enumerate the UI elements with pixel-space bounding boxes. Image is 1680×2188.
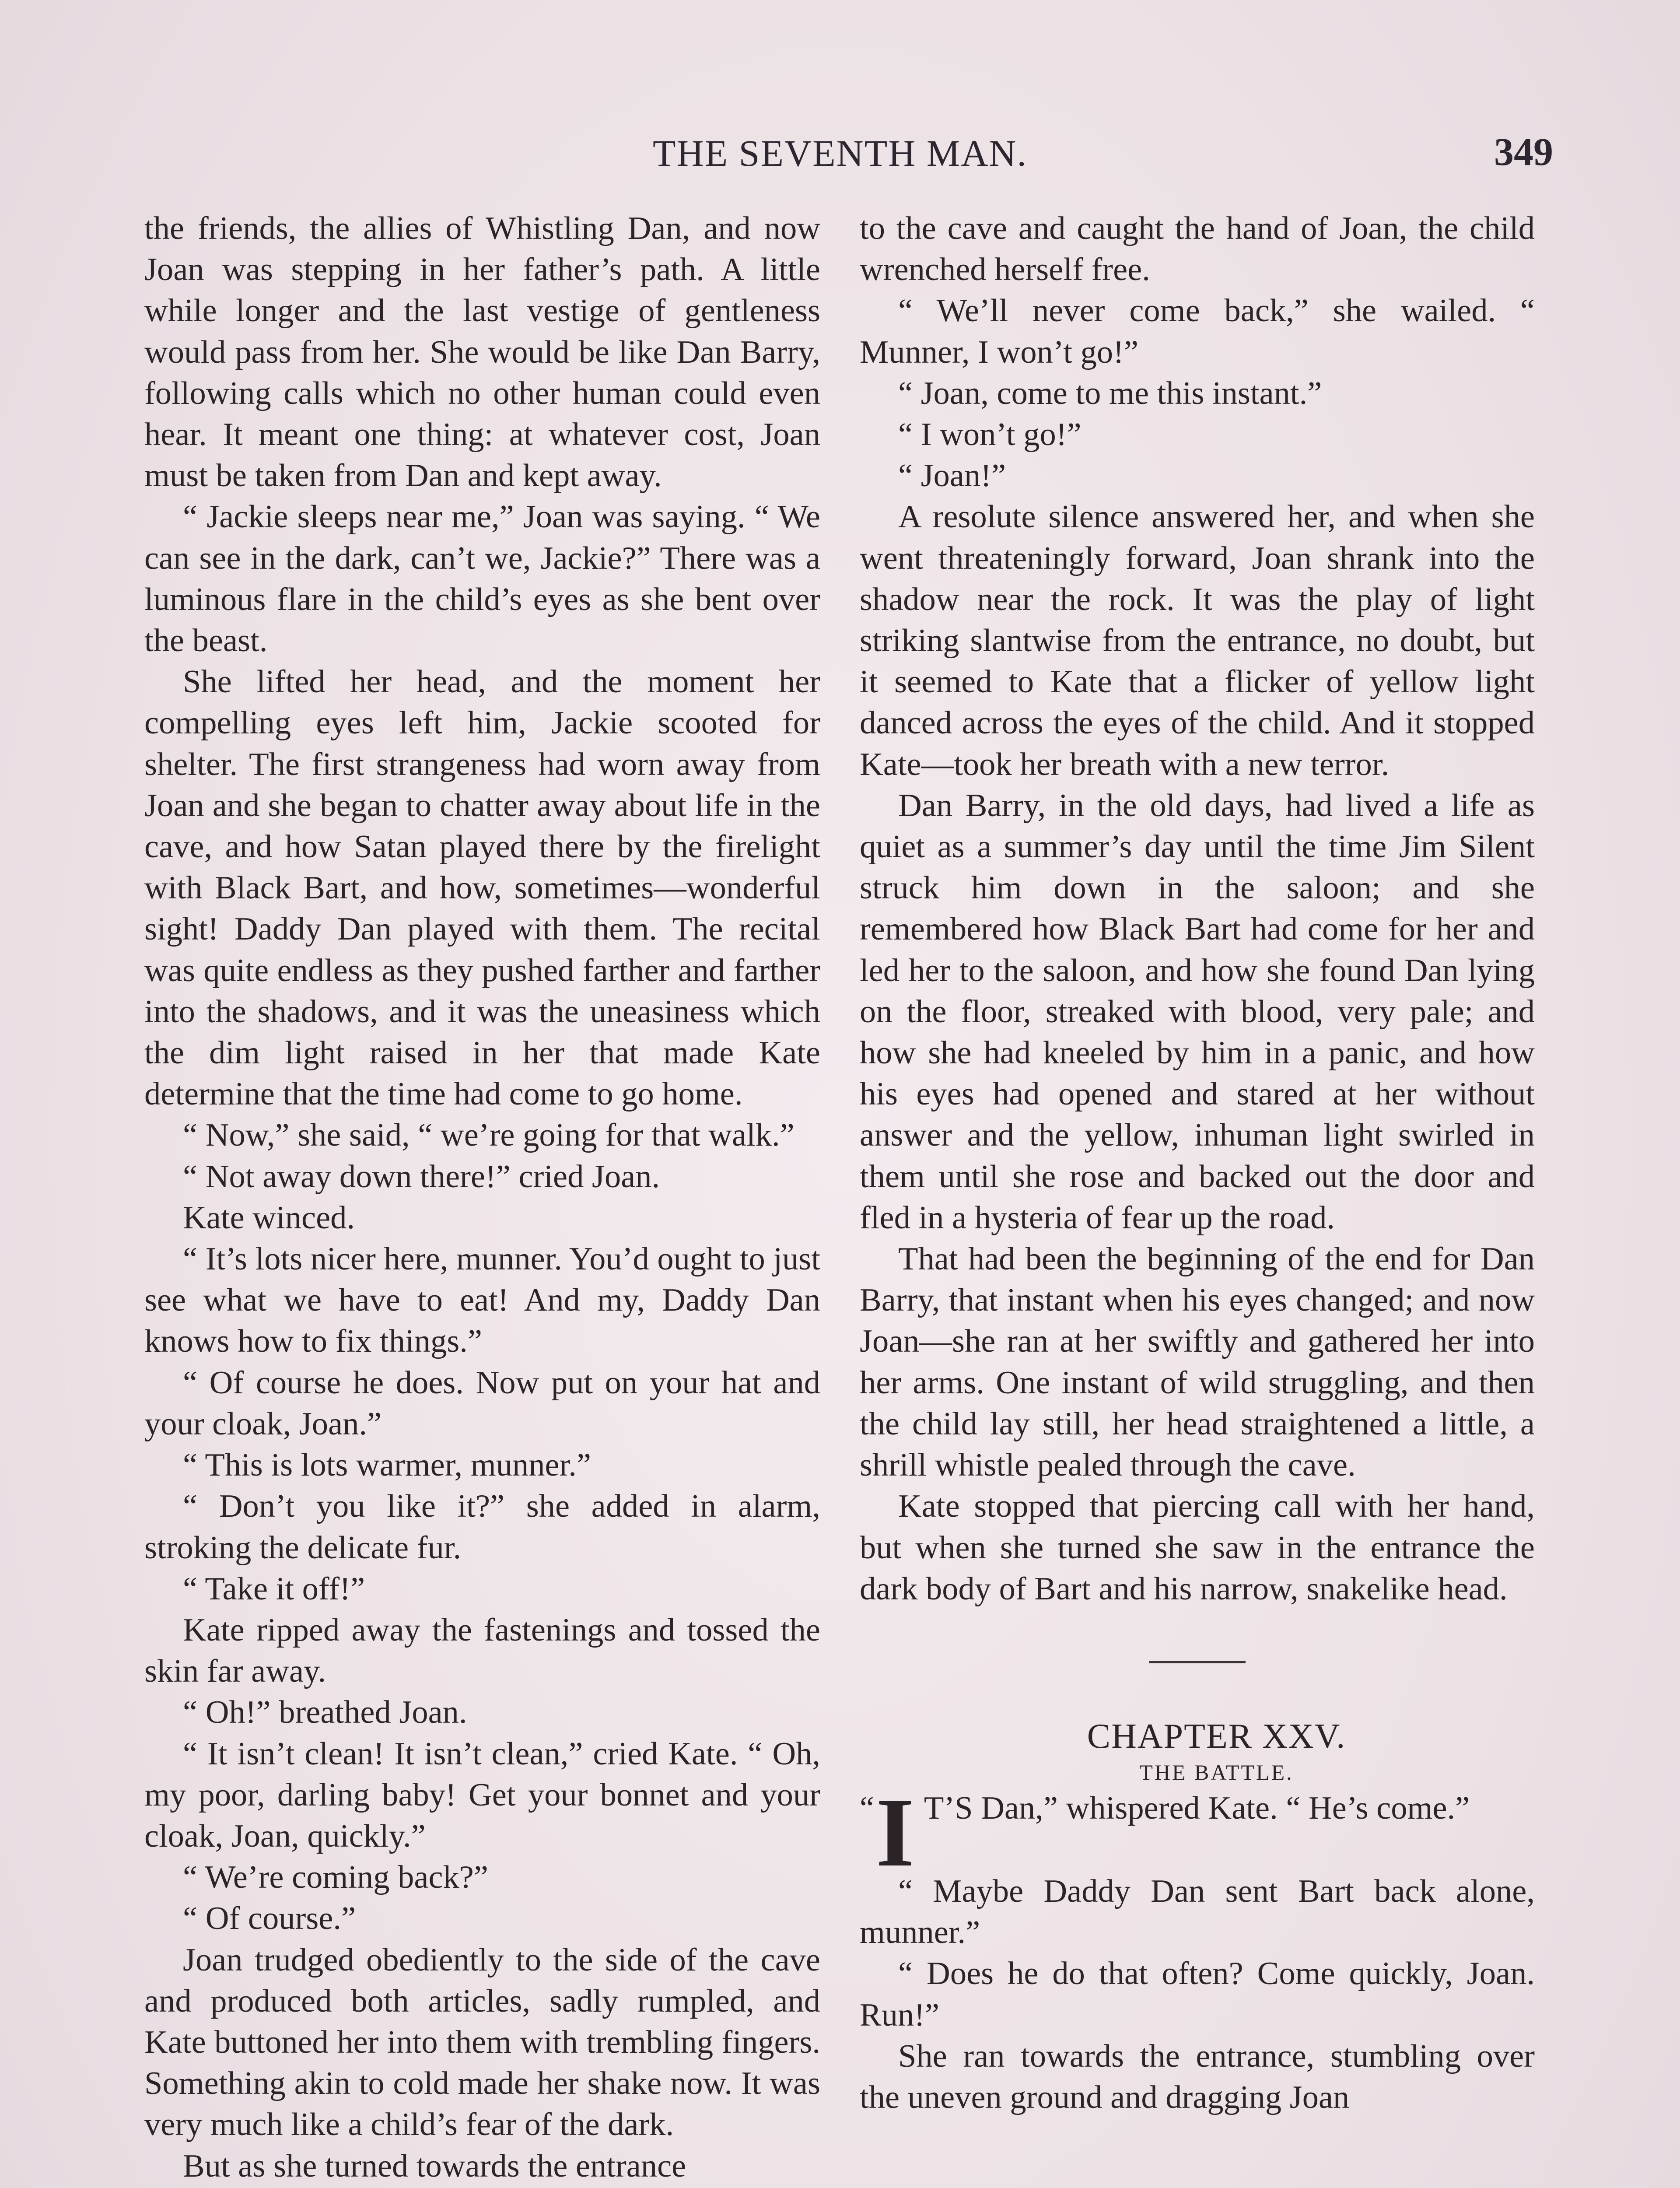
paragraph: Dan Barry, in the old days, had lived a life as quiet as a summer’s day until the time Jim Silent struck him down in the saloon; and she remembered how Black Bart had come for her and led her to the saloon, and how she found Dan lying on the floor, streaked with blood, very pale; and how she had kneeled by him in a panic, and how his eyes had opened and stared at her without answer and the yellow, inhuman light swirled in them until she rose and backed out the door and fled in a hysteria of fear up the road.: [860, 787, 1535, 1236]
right-column: [860, 208, 1535, 2118]
paragraph: to the cave and caught the hand of Joan, the child wrenched herself free.: [860, 210, 1535, 288]
paragraph: Kate stopped that piercing call with her hand, but when she turned she saw in the entrance the dark body of Bart and his narrow, snakelike head.: [860, 1488, 1535, 1607]
paragraph: “ Joan!”: [898, 458, 1006, 494]
paragraph: “ Oh!” breathed Joan.: [183, 1694, 467, 1731]
paragraph: “ Maybe Daddy Dan sent Bart back alone, munner.”: [860, 1873, 1535, 1951]
page-number: 349: [1494, 130, 1553, 174]
paragraph: “ We’ll never come back,” she wailed. “ Munner, I won’t go!”: [860, 293, 1535, 370]
chapter-subtitle: THE BATTLE.: [1139, 1760, 1294, 1785]
paragraph: That had been the beginning of the end for Dan Barry, that instant when his eyes changed; and now Joan—she ran at her swiftly and gathered her into her arms. One instant of wild struggling, and then the child lay still, her head straightened a little, a shrill whistle pealed through the cave.: [860, 1241, 1535, 1483]
paragraph: “ Does he do that often? Come quickly, Joan. Run!”: [860, 1956, 1535, 2033]
opening-quote: “: [860, 1790, 874, 1826]
left-column: [144, 208, 820, 2187]
paragraph: “ Now,” she said, “ we’re going for that walk.”: [183, 1117, 794, 1154]
paragraph: She lifted her head, and the moment her compelling eyes left him, Jackie scooted for shelter. The first strangeness had worn away from Joan and she began to chatter away about life in the cave, and how Satan played there by the firelight with Black Bart, and how, sometimes—wonderful sight! Daddy Dan played with them. The recital was quite endless as they pushed farther and farther into the shadows, and it was the uneasiness which the dim light raised in her that made Kate determine that the time had come to go home.: [144, 664, 820, 1112]
paragraph: Kate winced.: [183, 1199, 355, 1236]
paragraph: “ Jackie sleeps near me,” Joan was saying. “ We can see in the dark, can’t we, Jackie?” There was a luminous flare in the child’s eyes as she bent over the beast.: [144, 499, 820, 659]
paragraph: A resolute silence answered her, and when she went threateningly forward, Joan shrank into the shadow near the rock. It was the play of light striking slantwise from the entrance, no doubt, but it seemed to Kate that a flicker of yellow light danced across the eyes of the child. And it stopped Kate—took her breath with a new terror.: [860, 499, 1535, 782]
paragraph: “ Don’t you like it?” she added in alarm, stroking the delicate fur.: [144, 1488, 820, 1566]
paragraph: She ran towards the entrance, stumbling over the uneven ground and dragging Joan: [860, 2038, 1535, 2115]
running-title: THE SEVENTH MAN.: [652, 132, 1028, 174]
paragraph: “ Of course he does. Now put on your hat and your cloak, Joan.”: [144, 1364, 820, 1442]
opening-text: T’S Dan,” whispered Kate. “ He’s come.”: [924, 1790, 1470, 1826]
paragraph: “ Not away down there!” cried Joan.: [183, 1158, 660, 1195]
drop-cap: I: [875, 1777, 914, 1887]
paragraph: “ We’re coming back?”: [183, 1859, 488, 1896]
chapter-opening-paragraph: [860, 1777, 1535, 1887]
paragraph: But as she turned towards the entrance: [183, 2148, 686, 2184]
paragraph: “ It’s lots nicer here, munner. You’d ought to just see what we have to eat! And my, Daddy Dan knows how to fix things.”: [144, 1241, 820, 1360]
paragraph: “ Joan, come to me this instant.”: [898, 375, 1322, 411]
chapter-title: CHAPTER XXV.: [1087, 1717, 1346, 1756]
paragraph: Joan trudged obediently to the side of the cave and produced both articles, sadly rumpled, and Kate buttoned her into them with trembling fingers. Something akin to cold made her shake now. It was very much like a child’s fear of the dark.: [144, 1942, 820, 2143]
paragraph: “ Of course.”: [183, 1900, 356, 1937]
section-divider: [1149, 1661, 1246, 1663]
paragraph: “ It isn’t clean! It isn’t clean,” cried Kate. “ Oh, my poor, darling baby! Get your bonnet and your cloak, Joan, quickly.”: [144, 1736, 820, 1854]
paragraph: Kate ripped away the fastenings and tossed the skin far away.: [144, 1612, 820, 1690]
paragraph: “ I won’t go!”: [898, 417, 1082, 453]
paragraph: “ Take it off!”: [183, 1571, 365, 1607]
paragraph: “ This is lots warmer, munner.”: [183, 1447, 591, 1483]
paragraph: the friends, the allies of Whistling Dan, and now Joan was stepping in her father’s path. A little while longer and the last vestige of gentleness would pass from her. She would be like Dan Barry, following calls which no other human could even hear. It meant one thing: at whatever cost, Joan must be taken from Dan and kept away.: [144, 210, 820, 494]
